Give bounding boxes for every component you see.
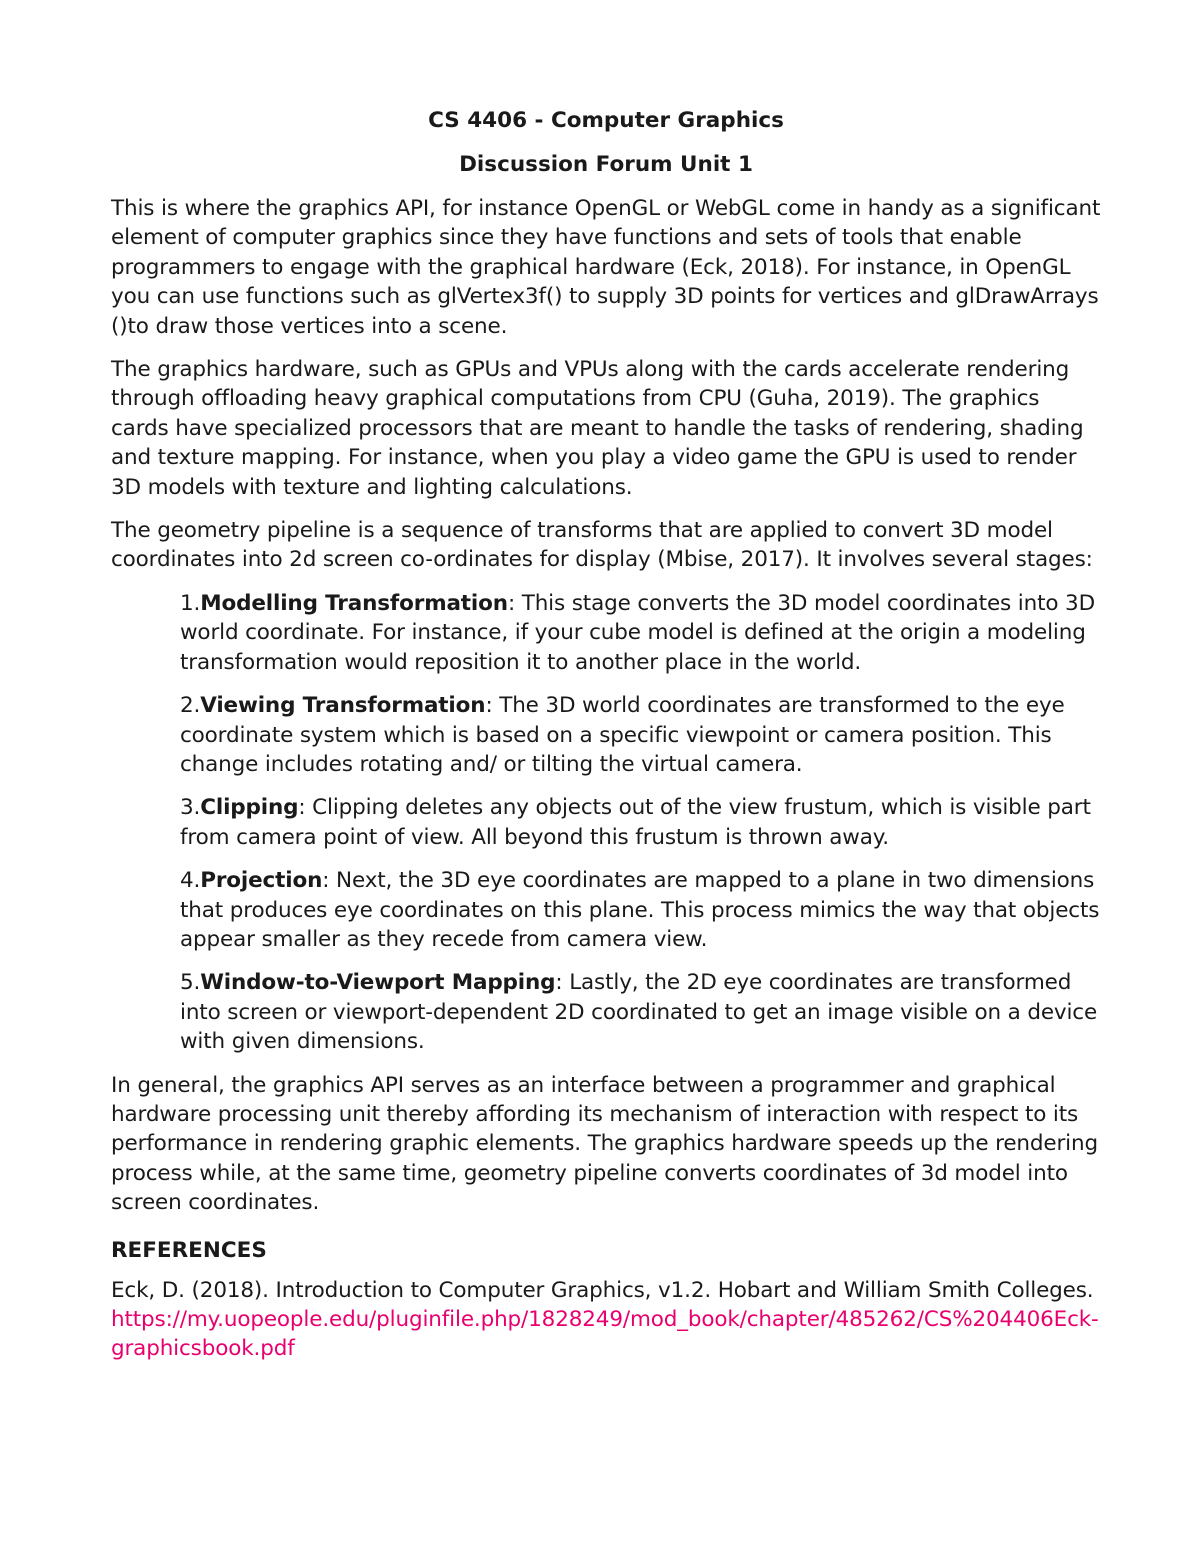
paragraph-conclusion: In general, the graphics API serves as an interface between a programmer and graphical hardware processing unit thereby affording its mechanism of interaction with respect to its performance in rendering graphic elements. The graphics hardware speeds up the rendering process while, at the same time, geometry pipeline converts coordinates of 3d model into screen coordinates.: [111, 1072, 1098, 1216]
stage-term: Modelling Transformation: [200, 590, 508, 616]
reference-text: Eck, D. (2018). Introduction to Computer Graphics, v1.2. Hobart and William Smith Colleges.: [111, 1277, 1094, 1303]
list-item: [111, 968, 1101, 1056]
list-item: [111, 793, 1101, 852]
stage-text: : This stage converts the 3D model coordinates into 3D world coordinate. For instance, if your cube model is defined at the origin a modeling transformation would reposition it to another place in the world.: [180, 590, 1095, 675]
list-item: [111, 691, 1101, 779]
stage-text: : Lastly, the 2D eye coordinates are transformed into screen or viewport-dependent 2D coordinated to get an image visible on a device with given dimensions.: [180, 970, 1098, 1055]
stage-text: : Next, the 3D eye coordinates are mapped to a plane in two dimensions that produces eye coordinates on this plane. This process mimics the way that objects appear smaller as they recede from camera view.: [180, 868, 1100, 952]
reference-link[interactable]: https://my.uopeople.edu/pluginfile.php/1828249/mod_book/chapter/485262/CS%204406Eck-graphicsbook.pdf: [111, 1307, 1099, 1362]
stage-text: : The 3D world coordinates are transformed to the eye coordinate system which is based on a specific viewpoint or camera position. This change includes rotating and/ or tilting the virtual camera.: [180, 693, 1065, 777]
stage-term: Window-to-Viewport Mapping: [200, 970, 556, 996]
stage-number: 4.: [180, 868, 201, 894]
stage-number: 1.: [180, 590, 201, 616]
stage-number: 3.: [180, 795, 201, 821]
stage-number: 5.: [180, 970, 201, 996]
paragraph-graphics-hardware: The graphics hardware, such as GPUs and VPUs along with the cards accelerate rendering through offloading heavy graphical computations from CPU (Guha, 2019). The graphics cards have specialized processors that are meant to handle the tasks of rendering, shading and texture mapping. For instance, when you play a video game the GPU is used to render 3D models with texture and lighting calculations.: [111, 357, 1084, 500]
stage-number: 2.: [180, 693, 201, 719]
pipeline-stages-list: [111, 589, 1101, 1057]
paragraph-graphics-api: This is where the graphics API, for instance OpenGL or WebGL come in handy as a significant element of computer graphics since they have functions and sets of tools that enable programmers to engage with the graphical hardware (Eck, 2018). For instance, in OpenGL you can use functions such as glVertex3f() to supply 3D points for vertices and glDrawArrays ()to draw those vertices into a scene.: [111, 196, 1101, 339]
stage-text: : Clipping deletes any objects out of the view frustum, which is visible part from camera point of view. All beyond this frustum is thrown away.: [180, 795, 1091, 850]
document-page: [111, 106, 1101, 1364]
list-item: [111, 589, 1101, 677]
document-title: CS 4406 - Computer Graphics: [428, 108, 784, 133]
references-heading: REFERENCES: [111, 1237, 267, 1263]
reference-entry: [111, 1276, 1101, 1364]
document-subtitle: Discussion Forum Unit 1: [459, 152, 753, 177]
paragraph-geometry-pipeline: The geometry pipeline is a sequence of transforms that are applied to convert 3D model coordinates into 2d screen co-ordinates for display (Mbise, 2017). It involves several stages:: [111, 518, 1093, 573]
stage-term: Viewing Transformation: [200, 693, 486, 719]
list-item: [111, 866, 1101, 954]
stage-term: Projection: [200, 868, 323, 894]
stage-term: Clipping: [200, 795, 299, 821]
